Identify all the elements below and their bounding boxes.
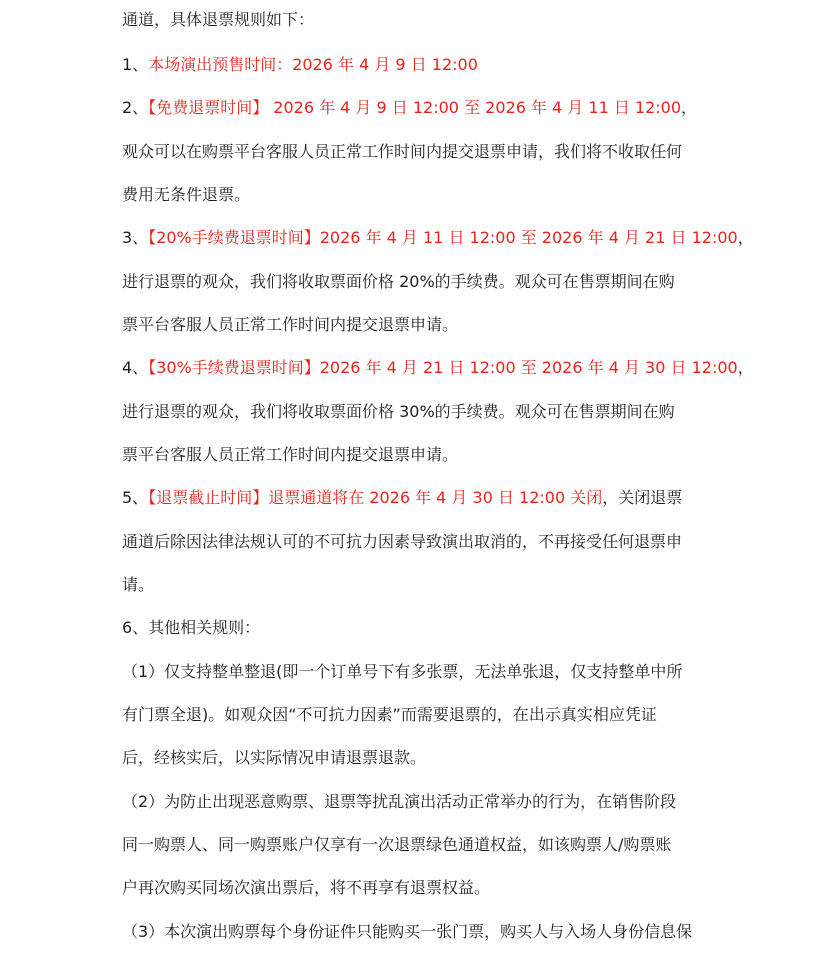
intro-line: 通道，具体退票规则如下：	[122, 10, 315, 29]
rule-2-number: 2、	[122, 98, 149, 117]
rule-4-number: 4、	[122, 358, 149, 377]
rule-6-para-2-line-1: （2）为防止出现恶意购票、退票等扰乱演出活动正常举办的行为，在销售阶段	[122, 792, 677, 811]
rule-4	[122, 358, 754, 378]
rule-4-30pct-fee-period: 【30%手续费退票时间】2026 年 4 月 21 日 12:00 至 2026 年 4 月 30 日 12:00	[148, 358, 738, 377]
rule-2-comma: ，	[681, 98, 698, 117]
rule-5-line-2: 通道后除因法律法规认可的不可抗力因素导致演出取消的，不再接受任何退票申	[122, 532, 683, 551]
rule-5-line-3: 请。	[122, 575, 155, 594]
rule-5-refund-deadline: 【退票截止时间】退票通道将在 2026 年 4 月 30 日 12:00 关闭	[148, 488, 603, 507]
rule-3-comma: ，	[737, 228, 754, 247]
rule-6-para-1-line-3: 后，经核实后，以实际情况申请退票退款。	[122, 748, 427, 767]
rule-1	[122, 55, 478, 75]
rule-6-para-2-line-3: 户再次购买同场次演出票后，将不再享有退票权益。	[122, 878, 491, 897]
rule-6-heading: 6、其他相关规则：	[122, 618, 261, 637]
rule-2-free-refund-period: 【免费退票时间】 2026 年 4 月 9 日 12:00 至 2026 年 4 月 11 日 12:00	[148, 98, 682, 117]
rule-6-para-3-line-1: （3）本次演出购票每个身份证件只能购买一张门票，购买人与入场人身份信息保	[122, 922, 693, 941]
rule-1-presale-time: 本场演出预售时间：2026 年 4 月 9 日 12:00	[148, 55, 478, 74]
rule-4-line-2: 进行退票的观众，我们将收取票面价格 30%的手续费。观众可在售票期间在购	[122, 402, 675, 421]
rule-6-para-2-line-2: 同一购票人、同一购票账户仅享有一次退票绿色通道权益，如该购票人/购票账	[122, 835, 672, 854]
rule-2-line-3: 费用无条件退票。	[122, 185, 251, 204]
rule-3-number: 3、	[122, 228, 149, 247]
rule-6-para-1-line-2: 有门票全退)。如观众因“不可抗力因素”而需要退票的，在出示真实相应凭证	[122, 705, 657, 724]
rule-2-line-2: 观众可以在购票平台客服人员正常工作时间内提交退票申请，我们将不收取任何	[122, 142, 683, 161]
rule-6-para-1-line-1: （1）仅支持整单整退(即一个订单号下有多张票，无法单张退，仅支持整单中所	[122, 662, 683, 681]
rule-3-line-3: 票平台客服人员正常工作时间内提交退票申请。	[122, 315, 459, 334]
rule-2	[122, 98, 697, 118]
rule-1-number: 1、	[122, 55, 149, 74]
rule-3-line-2: 进行退票的观众，我们将收取票面价格 20%的手续费。观众可在售票期间在购	[122, 272, 675, 291]
rule-5-number: 5、	[122, 488, 149, 507]
rule-3	[122, 228, 754, 248]
rule-3-20pct-fee-period: 【20%手续费退票时间】2026 年 4 月 11 日 12:00 至 2026 年 4 月 21 日 12:00	[148, 228, 738, 247]
rule-5-after-text: ，关闭退票	[602, 488, 683, 507]
rule-4-comma: ，	[737, 358, 754, 377]
rule-4-line-3: 票平台客服人员正常工作时间内提交退票申请。	[122, 445, 459, 464]
rule-5	[122, 488, 682, 508]
